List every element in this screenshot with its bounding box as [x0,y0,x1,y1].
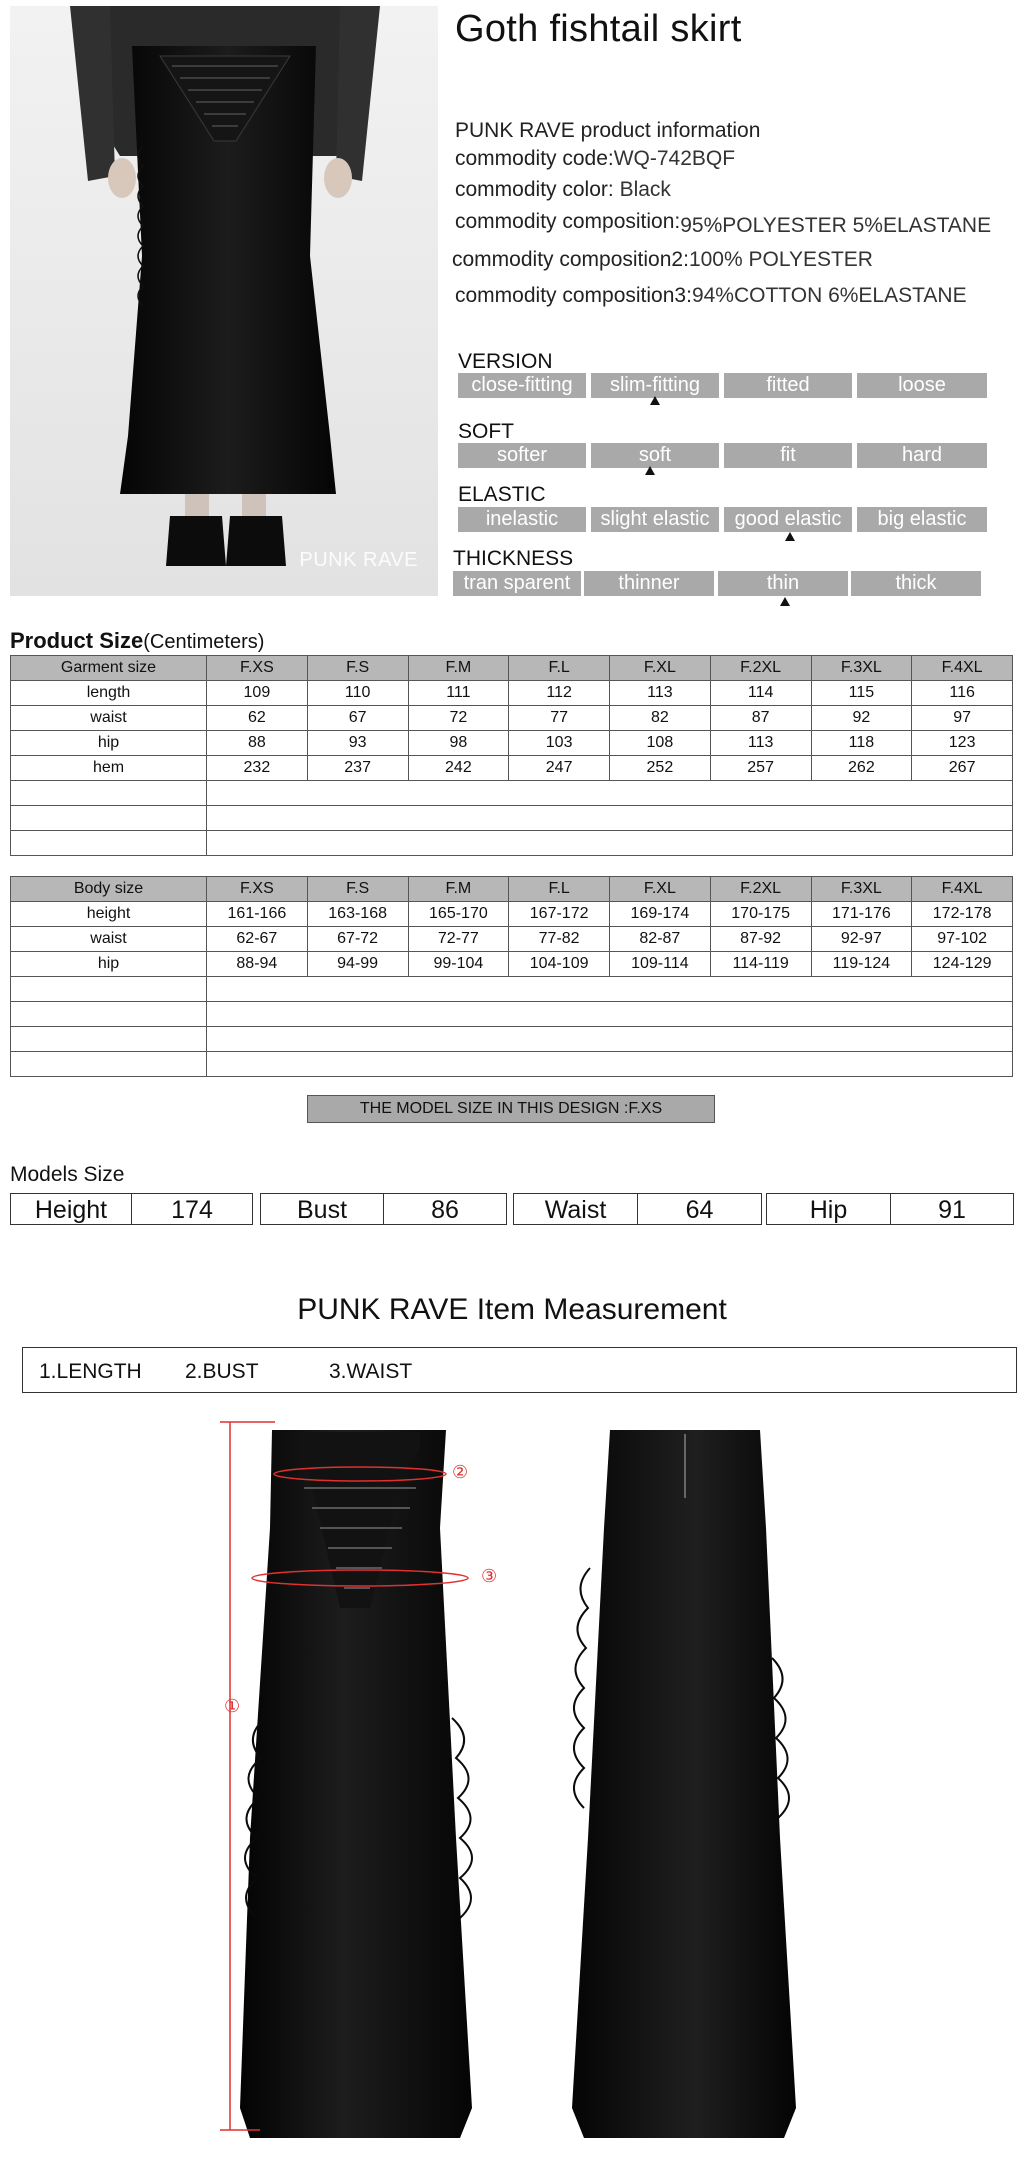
page-title: Goth fishtail skirt [455,8,742,50]
table-cell: 87 [710,706,811,731]
table-cell: 116 [912,681,1013,706]
header-cell: F.3XL [811,656,912,681]
thickness-indicator-icon [780,597,790,606]
header-cell: F.XL [610,877,711,902]
thickness-option: thick [851,571,981,596]
soft-option: fit [724,443,852,468]
row-label: height [11,902,207,927]
model-bust-label: Bust [260,1193,384,1225]
header-cell: F.2XL [710,656,811,681]
product-size-title [10,628,264,654]
model-bust-value: 86 [383,1193,507,1225]
table-row [11,927,1013,952]
table-cell: 104-109 [509,952,610,977]
model-illustration [10,6,438,596]
header-cell: F.XS [207,656,308,681]
table-cell: 237 [307,756,408,781]
elastic-option: inelastic [458,507,586,532]
row-label: hip [11,952,207,977]
table-row [11,756,1013,781]
info-value: Black [619,178,671,201]
empty-cell [207,977,1013,1002]
soft-title: SOFT [458,420,514,443]
marker-length: ① [224,1696,241,1716]
table-cell: 170-175 [710,902,811,927]
info-label: commodity composition2: [452,248,689,271]
row-label: length [11,681,207,706]
table-cell: 252 [610,756,711,781]
info-row-composition3 [455,284,967,308]
empty-cell [11,1002,207,1027]
table-cell: 262 [811,756,912,781]
table-row [11,706,1013,731]
product-photo [10,6,438,596]
measurement-title: PUNK RAVE Item Measurement [297,1293,727,1326]
empty-cell [11,831,207,856]
info-value: WQ-742BQF [613,147,736,170]
table-cell: 93 [307,731,408,756]
table-cell: 77-82 [509,927,610,952]
empty-cell [11,1027,207,1052]
info-label: commodity code: [455,147,614,170]
photo-watermark: PUNK RAVE [299,549,418,571]
models-size-title: Models Size [10,1163,125,1186]
table-cell: 167-172 [509,902,610,927]
empty-cell [207,831,1013,856]
header-cell: F.S [307,656,408,681]
info-row-composition2 [452,248,873,272]
elastic-option: good elastic [724,507,852,532]
info-value: 94%COTTON 6%ELASTANE [691,284,967,307]
table-cell: 98 [408,731,509,756]
table-cell: 88-94 [207,952,308,977]
table-cell: 109 [207,681,308,706]
thickness-option: thinner [584,571,714,596]
table-cell: 232 [207,756,308,781]
table-cell: 163-168 [307,902,408,927]
header-cell: F.S [307,877,408,902]
version-title: VERSION [458,350,553,373]
header-cell: Garment size [11,656,207,681]
table-cell: 62-67 [207,927,308,952]
elastic-option: big elastic [857,507,987,532]
info-label: commodity color: [455,178,614,201]
version-option: fitted [724,373,852,398]
table-cell: 103 [509,731,610,756]
empty-cell [207,806,1013,831]
elastic-option: slight elastic [591,507,719,532]
thickness-title: THICKNESS [453,547,574,570]
table-cell: 97-102 [912,927,1013,952]
elastic-indicator-icon [785,532,795,541]
table-cell: 92 [811,706,912,731]
info-row-composition [455,210,992,237]
header-cell: F.L [509,877,610,902]
table-cell: 82 [610,706,711,731]
table-cell: 114-119 [710,952,811,977]
table-cell: 110 [307,681,408,706]
table-cell: 172-178 [912,902,1013,927]
info-label: commodity composition: [455,210,681,233]
header-cell: F.XL [610,656,711,681]
product-size-label: Product Size [10,628,144,653]
header-cell: F.L [509,656,610,681]
header-cell: F.M [408,877,509,902]
empty-row [11,1052,1013,1077]
table-cell: 115 [811,681,912,706]
header-cell: Body size [11,877,207,902]
table-cell: 267 [912,756,1013,781]
table-cell: 257 [710,756,811,781]
table-cell: 99-104 [408,952,509,977]
skirt-back-diagram [560,1418,810,2148]
measurement-item: 2.BUST [185,1360,259,1383]
table-row [11,731,1013,756]
model-waist-label: Waist [513,1193,638,1225]
table-cell: 62 [207,706,308,731]
empty-cell [11,977,207,1002]
header-cell: F.XS [207,877,308,902]
table-cell: 165-170 [408,902,509,927]
empty-cell [207,1052,1013,1077]
table-cell: 123 [912,731,1013,756]
table-cell: 113 [610,681,711,706]
info-row-code [455,147,735,171]
row-label: waist [11,706,207,731]
table-header-row [11,877,1013,902]
table-cell: 72-77 [408,927,509,952]
table-cell: 242 [408,756,509,781]
table-cell: 111 [408,681,509,706]
info-value: 95%POLYESTER 5%ELASTANE [680,214,992,237]
product-size-unit: (Centimeters) [143,631,265,653]
brand-line: PUNK RAVE product information [455,119,761,142]
measurement-legend [22,1347,1017,1393]
table-cell: 72 [408,706,509,731]
table-cell: 88 [207,731,308,756]
table-row [11,681,1013,706]
version-indicator-icon [650,396,660,405]
soft-indicator-icon [645,466,655,475]
empty-cell [207,1002,1013,1027]
soft-option: soft [591,443,719,468]
table-cell: 112 [509,681,610,706]
empty-cell [207,781,1013,806]
table-cell: 109-114 [610,952,711,977]
table-cell: 97 [912,706,1013,731]
table-row [11,952,1013,977]
model-hip-value: 91 [890,1193,1014,1225]
table-cell: 119-124 [811,952,912,977]
empty-row [11,1002,1013,1027]
empty-row [11,806,1013,831]
thickness-option: thin [718,571,848,596]
body-size-table [10,876,1013,1077]
table-cell: 67-72 [307,927,408,952]
empty-cell [11,781,207,806]
table-cell: 169-174 [610,902,711,927]
empty-cell [11,1052,207,1077]
row-label: hem [11,756,207,781]
marker-bust: ② [452,1462,469,1482]
table-cell: 92-97 [811,927,912,952]
info-label: commodity composition3: [455,284,692,307]
table-cell: 113 [710,731,811,756]
header-cell: F.2XL [710,877,811,902]
table-cell: 94-99 [307,952,408,977]
header-cell: F.3XL [811,877,912,902]
empty-cell [11,806,207,831]
info-value: 100% POLYESTER [688,248,873,271]
soft-option: softer [458,443,586,468]
model-waist-value: 64 [637,1193,762,1225]
version-option: loose [857,373,987,398]
soft-option: hard [857,443,987,468]
table-cell: 171-176 [811,902,912,927]
table-cell: 67 [307,706,408,731]
header-cell: F.4XL [912,656,1013,681]
garment-size-table [10,655,1013,856]
marker-waist: ③ [481,1566,498,1586]
elastic-title: ELASTIC [458,483,546,506]
table-cell: 161-166 [207,902,308,927]
row-label: waist [11,927,207,952]
table-cell: 77 [509,706,610,731]
info-row-color [455,178,671,202]
model-height-value: 174 [131,1193,253,1225]
version-option: close-fitting [458,373,586,398]
row-label: hip [11,731,207,756]
version-option: slim-fitting [591,373,719,398]
header-cell: F.4XL [912,877,1013,902]
empty-row [11,781,1013,806]
model-height-label: Height [10,1193,132,1225]
header-cell: F.M [408,656,509,681]
empty-row [11,831,1013,856]
model-hip-label: Hip [766,1193,891,1225]
table-row [11,902,1013,927]
table-cell: 114 [710,681,811,706]
table-cell: 87-92 [710,927,811,952]
table-cell: 108 [610,731,711,756]
model-size-note: THE MODEL SIZE IN THIS DESIGN :F.XS [307,1095,715,1123]
measurement-item: 1.LENGTH [39,1360,142,1383]
skirt-front-diagram [220,1418,490,2148]
thickness-option: tran sparent [453,571,581,596]
table-cell: 118 [811,731,912,756]
table-header-row [11,656,1013,681]
table-cell: 247 [509,756,610,781]
table-cell: 82-87 [610,927,711,952]
empty-cell [207,1027,1013,1052]
empty-row [11,977,1013,1002]
measurement-item: 3.WAIST [329,1360,413,1383]
table-cell: 124-129 [912,952,1013,977]
empty-row [11,1027,1013,1052]
